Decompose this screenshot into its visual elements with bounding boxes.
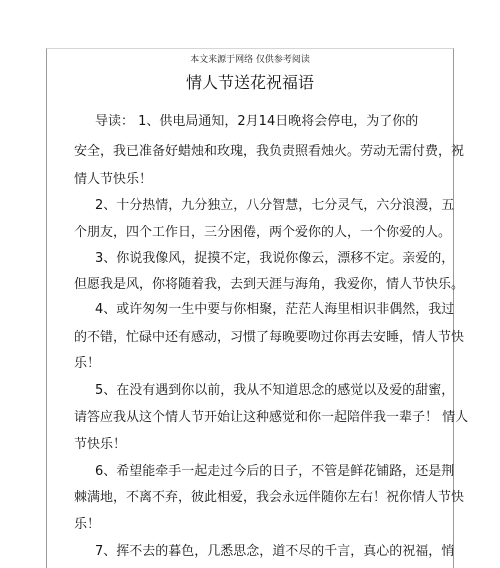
body-line: 情人节快乐！ (74, 172, 153, 187)
body-line: 乐！ (74, 356, 101, 371)
source-note: 本文来源于网络 仅供参考阅读 (190, 55, 310, 65)
body-line: 6、希望能牵手一起走过今后的日子，不管是鲜花铺路，还是荆 (95, 464, 455, 479)
body-line: 导读： 1、供电局通知，2月14日晚将会停电，为了你的 (95, 114, 419, 129)
body-line: 棘满地，不离不弃，彼此相爱，我会永远伴随你左右！祝你情人节快 (74, 490, 465, 505)
body-line: 乐！ (74, 517, 101, 532)
body-line: 节快乐！ (74, 437, 127, 452)
body-line: 个朋友，四个工作日，三分困倦，两个爱你的人，一个你爱的人。 (74, 225, 452, 240)
body-line: 4、或许匆匆一生中要与你相聚，茫茫人海里相识非偶然，我过 (95, 302, 455, 317)
document-title: 情人节送花祝福语 (185, 73, 314, 92)
body-line: 2、十分热情，九分独立，八分智慧，七分灵气，六分浪漫，五 (95, 198, 455, 213)
body-line: 5、在没有遇到你以前，我从不知道思念的感觉以及爱的甜蜜， (95, 383, 455, 398)
body-line: 但愿我是风，你将随着我，去到天涯与海角，我爱你，情人节快乐。 (74, 277, 465, 292)
body-line: 3、你说我像风，捉摸不定，我说你像云，漂移不定。亲爱的， (95, 251, 455, 266)
body-line: 请答应我从这个情人节开始让这种感觉和你一起陪伴我一辈子！ 情人 (74, 410, 469, 425)
body-line: 7、挥不去的暮色，几悉思念，道不尽的千言，真心的祝福，悄 (95, 544, 455, 559)
body-line: 安全，我已准备好蜡烛和玫瑰，我负责照看烛火。劳动无需付费，祝 (74, 144, 465, 159)
body-line: 的不错，忙碌中还有感动，习惯了每晚要吻过你再去安睡，情人节快 (74, 330, 465, 345)
